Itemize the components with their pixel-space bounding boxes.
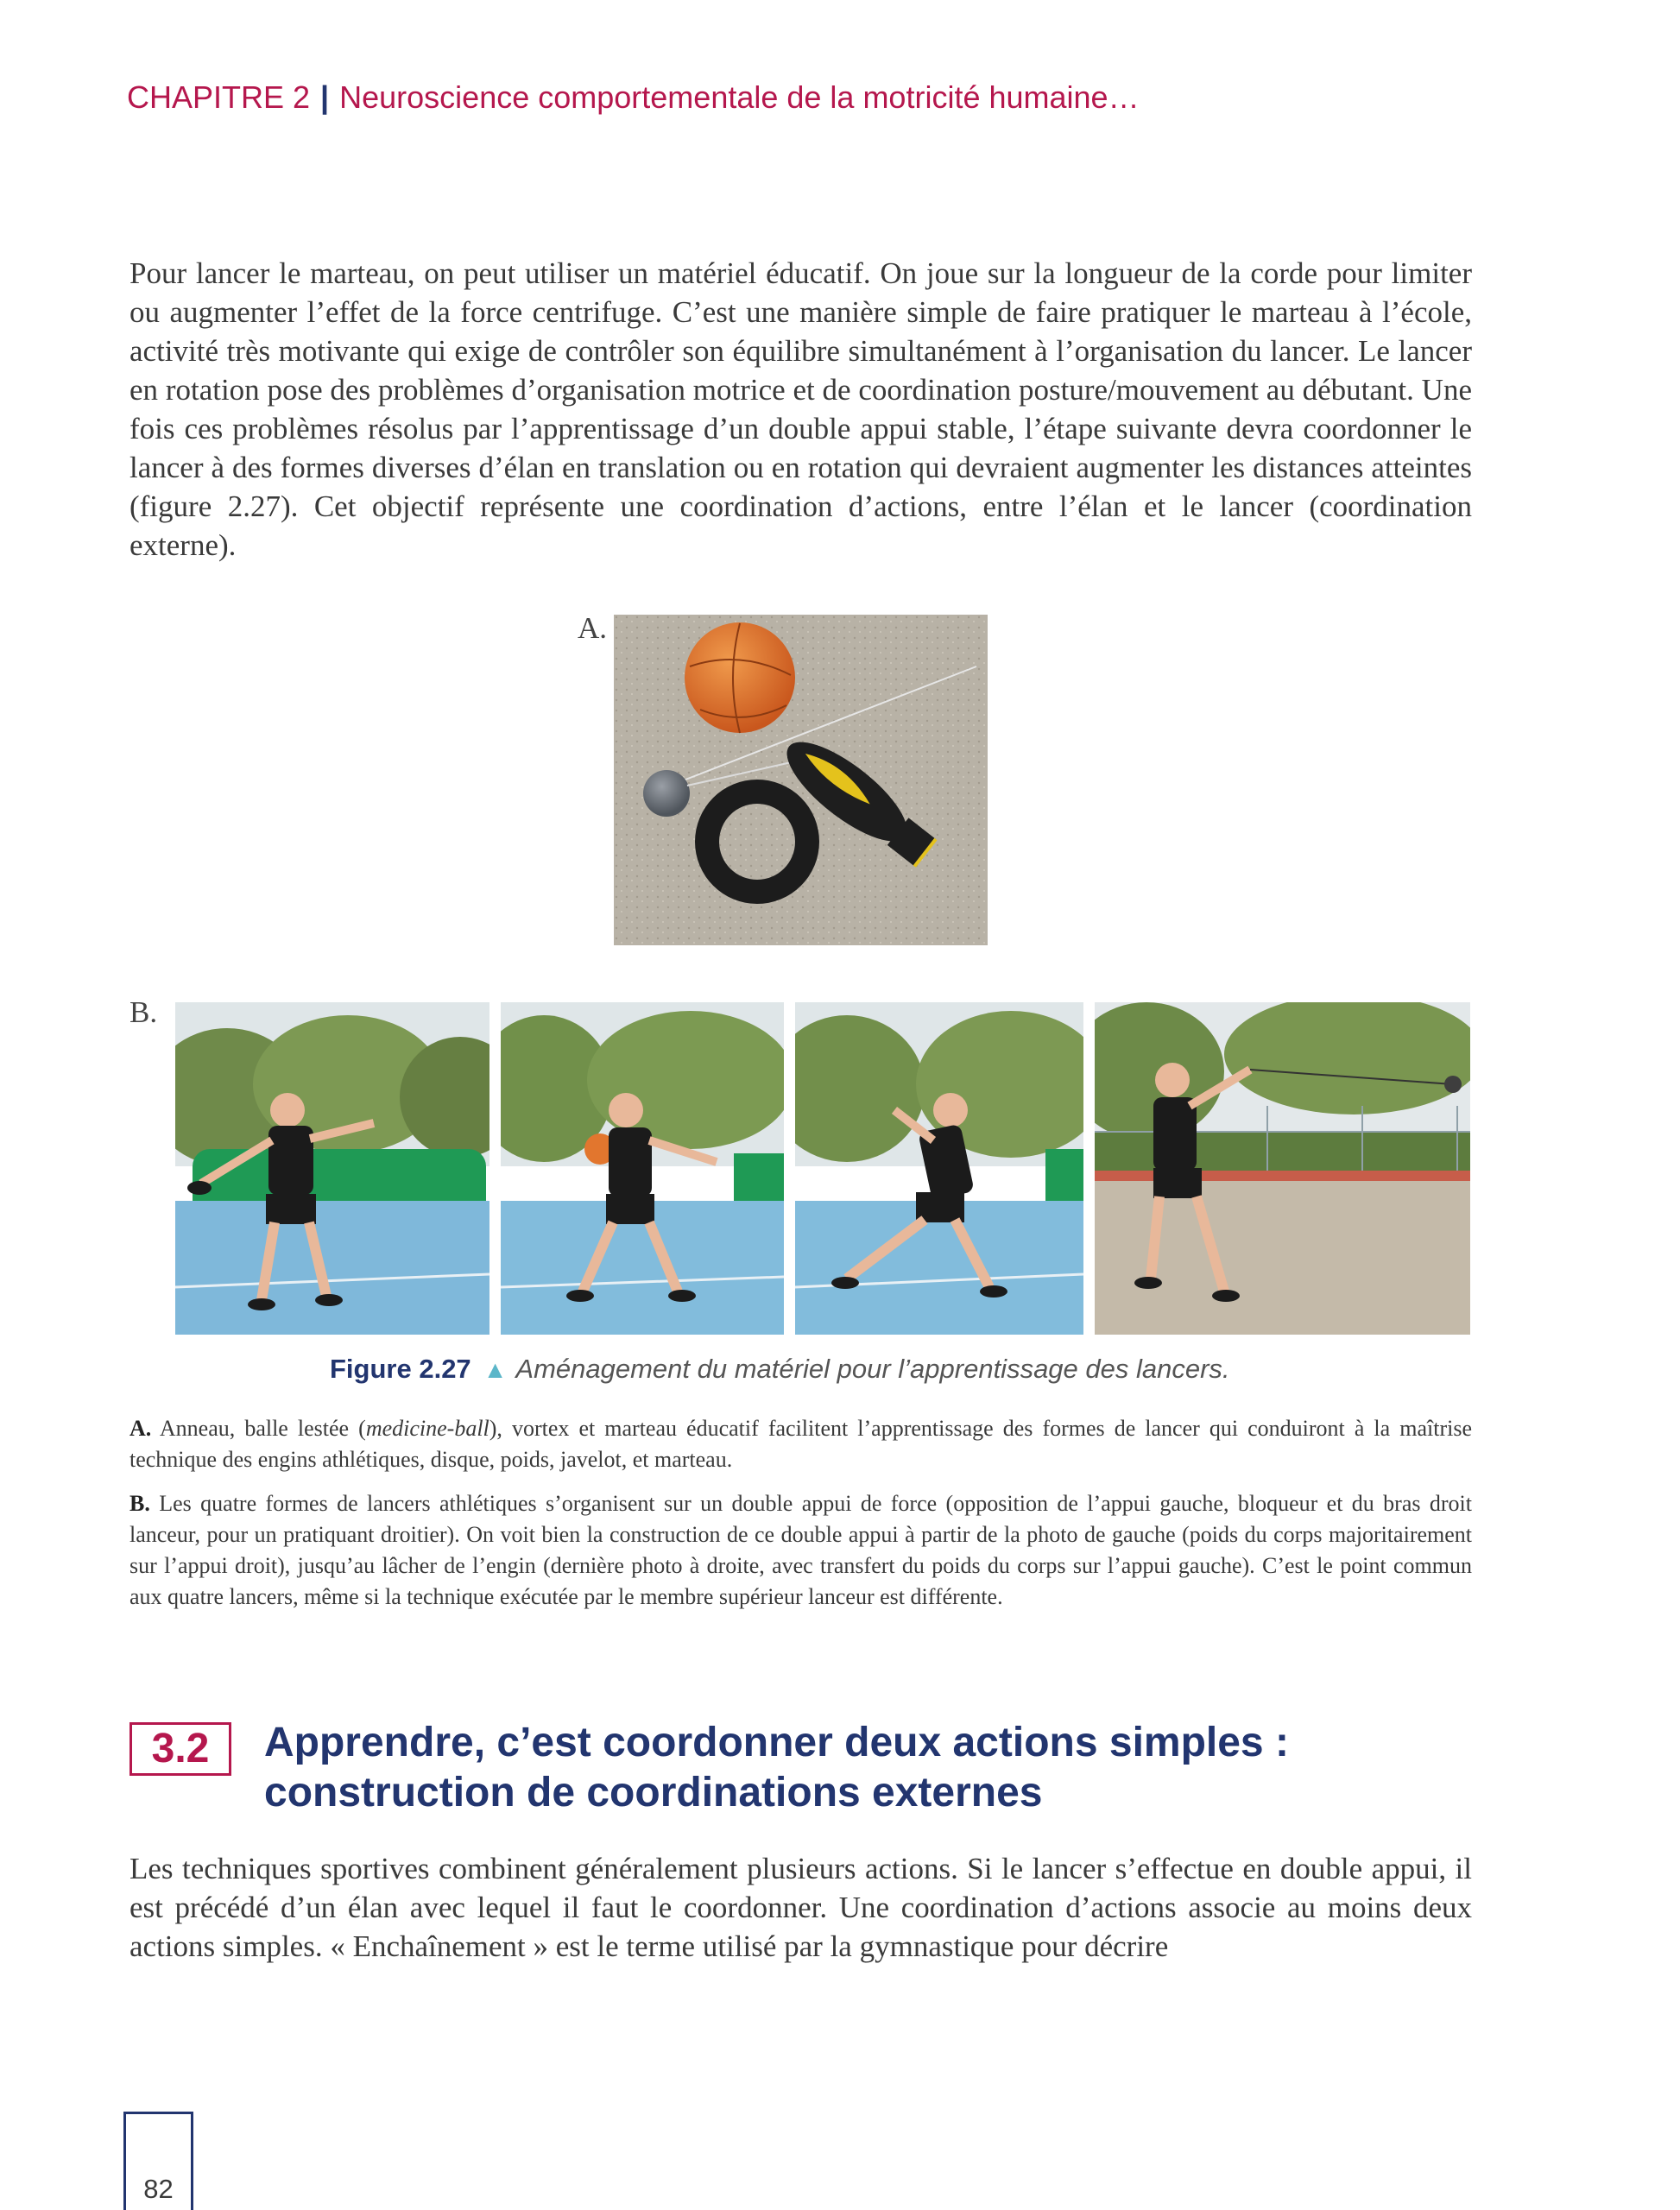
panel-label-b: B. xyxy=(129,995,158,1029)
figure-note-b xyxy=(129,1488,1472,1613)
section-title-line-2: construction de coordinations externes xyxy=(264,1770,1043,1815)
note-b-label: B. xyxy=(129,1491,150,1516)
chapter-title: Neuroscience comportementale de la motricité humaine… xyxy=(339,79,1140,115)
photo-throwing-equipment xyxy=(614,615,988,945)
equipment-illustration xyxy=(614,615,988,945)
photo-shot-put-throw xyxy=(501,1002,784,1335)
note-a-text-start: Anneau, balle lestée ( xyxy=(151,1416,366,1441)
javelin-scene xyxy=(795,1002,1083,1335)
intro-paragraph: Pour lancer le marteau, on peut utiliser un matériel éducatif. On joue sur la longueur de la corde pour limiter ou augmenter l’effet de la force centrifuge. C’est une manière simple de faire pratiquer le marteau à l’école, activité très motivante qui exige de contrôler son équilibre simultanément à l’organisation du lancer. Le lancer en rotation pose des problèmes d’organisation motrice et de coordination posture/mouvement au débutant. Une fois ces problèmes résolus par l’apprentissage d’un double appui stable, l’étape suivante devra coordonner le lancer à des formes diverses d’élan en translation ou en rotation qui devraient augmenter les distances atteintes (figure 2.27). Cet objectif représente une coordination d’actions, entre l’élan et le lancer (coordination externe). xyxy=(129,256,1472,562)
running-header xyxy=(127,79,1140,116)
hammer-scene xyxy=(1095,1002,1470,1335)
panel-label-a: A. xyxy=(578,611,608,645)
header-separator: | xyxy=(320,79,330,115)
shot-put-scene xyxy=(501,1002,784,1335)
closing-paragraph: Les techniques sportives combinent généralement plusieurs actions. Si le lancer s’effectue en double appui, il est précédé d’un élan avec lequel il faut le coordonner. Une coordination d’actions associe au moins deux actions simples. « Enchaînement » est le terme utilisé par la gymnastique pour décrire xyxy=(129,1852,1472,1963)
photo-hammer-throw xyxy=(1095,1002,1470,1335)
discus-scene xyxy=(175,1002,489,1335)
figure-note-a xyxy=(129,1413,1472,1475)
chapter-label: CHAPITRE 2 xyxy=(127,79,311,115)
note-a-italic: medicine-ball xyxy=(365,1416,489,1441)
note-a-text-end: ), vortex et marteau éducatif facilitent l’apprentissage des formes de lancer qui conduiront à la maîtrise technique des engins athlétiques, disque, poids, javelot, et marteau. xyxy=(129,1416,1473,1472)
photo-discus-throw xyxy=(175,1002,489,1335)
section-number: 3.2 xyxy=(129,1722,231,1776)
note-a-label: A. xyxy=(129,1416,152,1441)
page-number: 82 xyxy=(143,2174,174,2204)
figure-title: Aménagement du matériel pour l’apprentissage des lancers. xyxy=(515,1354,1230,1384)
photo-javelin-throw xyxy=(795,1002,1083,1335)
section-title xyxy=(264,1718,1473,1818)
triangle-icon: ▲ xyxy=(483,1356,508,1383)
figure-number: Figure 2.27 xyxy=(330,1354,471,1384)
section-title-line-1: Apprendre, c’est coordonner deux actions simples : xyxy=(264,1720,1289,1765)
note-b-text: Les quatre formes de lancers athlétiques s’organisent sur un double appui de force (opposition de l’appui gauche, bloqueur et du bras droit lanceur, pour un pratiquant droitier). On voit bien la construction de ce double appui à partir de la photo de gauche (poids du corps majoritairement sur l’appui droit), jusqu’au lâcher de l’engin (dernière photo à droite, avec transfert du poids du corps sur l’appui gauche). C’est le point commun aux quatre lancers, même si la technique exécutée par le membre supérieur lanceur est différente. xyxy=(129,1491,1472,1609)
figure-caption xyxy=(330,1354,1230,1385)
